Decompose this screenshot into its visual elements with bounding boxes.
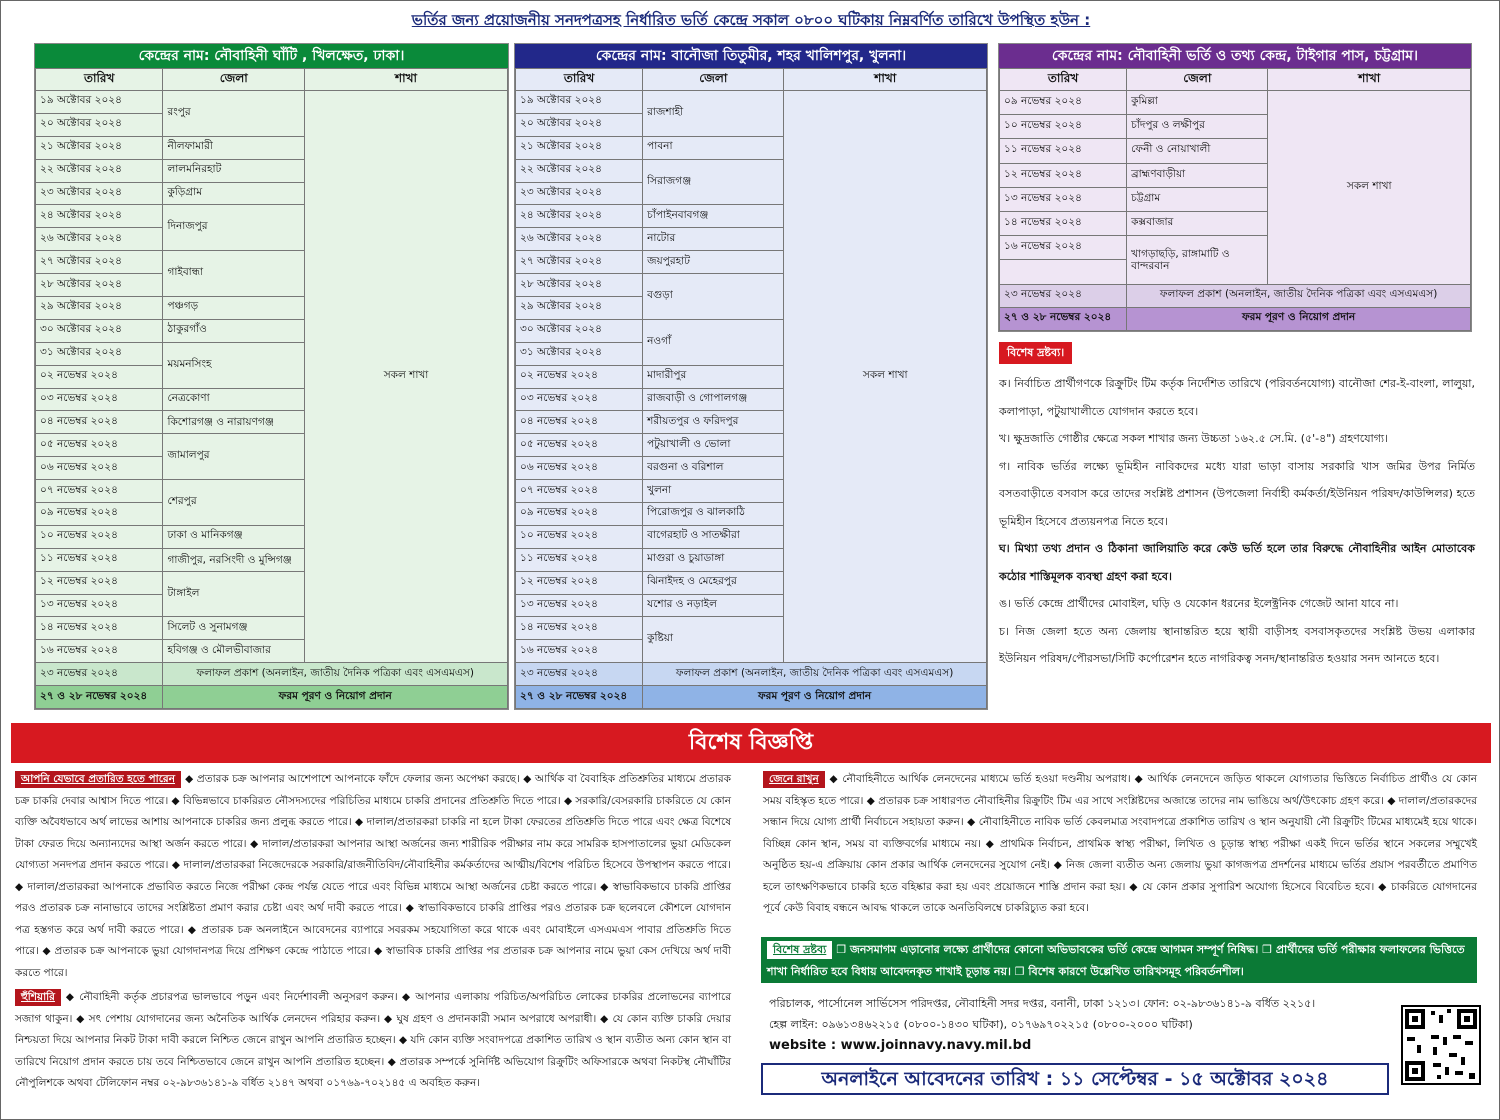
green-notice-text: ❒ জনসমাগম এড়ানোর লক্ষ্যে প্রার্থীদের কোনো অভিভাবকের ভর্তি কেন্দ্রে আগমন সম্পূর্ণ নিষিদ্ধ। ❒ প্রার্থীদের ভর্তি পরীক্ষার ফলাফলের ভিত্তিতে শাখা নির্ধারিত হবে বিধায় আবেদনকৃত শাখাই চূড়ান্ত নয়। ❒ বিশেষ কারণে উল্লেখিত তারিখসমূহ পরিবর্তনশীল।: [767, 943, 1465, 978]
schedule-district: ঝিনাইদহ ও মেহেরপুর: [643, 571, 784, 594]
schedule-date: ১৬ নভেম্বর ২০২৪: [36, 640, 163, 663]
center-title: কেন্দ্রের নাম: নৌবাহিনী ভর্তি ও তথ্য কেন্দ্র, টাইগার পাস, চট্টগ্রাম।: [999, 44, 1471, 68]
schedule-district: রংপুর: [163, 91, 305, 137]
dhaka-center-schedule: [34, 43, 509, 710]
schedule-district: জামালপুর: [163, 434, 305, 480]
website-link[interactable]: website : www.joinnavy.navy.mil.bd: [769, 1038, 1032, 1053]
fraud-methods-label: আপনি যেভাবে প্রতারিত হতে পারেন: [15, 771, 181, 788]
schedule-district: ঠাকুরগাঁও: [163, 319, 305, 342]
schedule-district: পাবনা: [643, 136, 784, 159]
schedule-date: ২২ অক্টোবর ২০২৪: [516, 159, 643, 182]
schedule-date: ২৯ অক্টোবর ২০২৪: [36, 297, 163, 320]
schedule-date: ২৪ অক্টোবর ২০২৪: [36, 205, 163, 228]
special-notes-label: বিশেষ দ্রষ্টব্য।: [999, 342, 1072, 364]
form-fillup-date: ২৭ ও ২৮ নভেম্বর ২০২৪: [1000, 307, 1127, 330]
schedule-district: মাগুরা ও চুয়াডাঙ্গা: [643, 548, 784, 571]
column-header-date: তারিখ: [516, 69, 643, 91]
schedule-date: ১০ নভেম্বর ২০২৪: [516, 525, 643, 548]
schedule-district: গাজীপুর, নরসিংদী ও মুন্সিগঞ্জ: [163, 548, 305, 571]
note-item: ঙ। ভর্তি কেন্দ্রে প্রার্থীদের মোবাইল, ঘড়ি ও যেকোন ধরনের ইলেক্ট্রনিক গেজেট আনা যাবে না।: [999, 597, 1399, 610]
schedule-date: ১৩ নভেম্বর ২০২৪: [516, 594, 643, 617]
green-special-notice: [761, 937, 1477, 983]
schedule-district: বরগুনা ও বরিশাল: [643, 457, 784, 480]
schedule-date: ০৪ নভেম্বর ২০২৪: [36, 411, 163, 434]
schedule-district: হবিগঞ্জ ও মৌলভীবাজার: [163, 640, 305, 663]
schedule-date: ২৬ অক্টোবর ২০২৪: [36, 228, 163, 251]
schedule-date: ৩০ অক্টোবর ২০২৪: [516, 319, 643, 342]
qr-code-icon: [1401, 1005, 1481, 1085]
column-header-date: তারিখ: [1000, 69, 1127, 91]
schedule-district: টাঙ্গাইল: [163, 571, 305, 617]
column-header-district: জেলা: [1127, 69, 1268, 91]
schedule-date: ০৯ নভেম্বর ২০২৪: [1000, 91, 1127, 115]
schedule-date: ২৬ অক্টোবর ২০২৪: [516, 228, 643, 251]
warning-text: ◆ নৌবাহিনী কর্তৃক প্রচারপত্র ভালভাবে পড়ুন এবং নির্দেশাবলী অনুসরণ করুন। ◆ আপনার এলাকায় পরিচিত/অপরিচিত লোকের চাকরির প্রলোভনের ব্যাপারে সজাগ থাকুন। ◆ সৎ পেশায় যোগদানের জন্য অনৈতিক আর্থিক লেনদেন পরিহার করুন। ◆ ঘুষ গ্রহণ ও প্রদানকারী সমান অপরাধে অপরাধী। ◆ যে কোন ব্যক্তি চাকরি দেয়ার নিশ্চয়তা দিয়ে আপনার নিকট টাকা দাবী করলে নিশ্চিত জেনে রাখুন আপনি প্রতারিত হচ্ছেন। ◆ যদি কোন ব্যক্তি সংবাদপত্রে প্রকাশিত তারিখ ও স্থান ব্যতীত অন্য কোন স্থান বা তারিখে নিয়োগ প্রদান করতে চায় তবে নিশ্চিতভাবে জেনে রাখুন আপনি প্রতারিত হচ্ছেন। ◆ প্রতারক সম্পর্কে সুনির্দিষ্ট অভিযোগ রিক্রুটিং অফিসারকে অথবা নিকটস্থ নৌঘাঁটির নৌপুলিশকে অথবা টেলিফোন নম্বর ০২-৯৮৩৬১৪১-৯ বর্ধিত ২১৪৭ অথবা ০১৭৬৯-৭০২১৪৫ এ অবহিত করুন।: [15, 991, 731, 1089]
result-announcement: ফলাফল প্রকাশ (অনলাইন, জাতীয় দৈনিক পত্রিকা এবং এসএমএস): [643, 663, 987, 686]
schedule-date: ১৩ নভেম্বর ২০২৪: [1000, 187, 1127, 211]
schedule-district: খুলনা: [643, 480, 784, 503]
table-row: [1000, 91, 1471, 115]
all-branches-cell: সকল শাখা: [305, 91, 508, 663]
schedule-date: ০৭ নভেম্বর ২০২৪: [36, 480, 163, 503]
schedule-date: ০৬ নভেম্বর ২০২৪: [36, 457, 163, 480]
schedule-date: ২৪ অক্টোবর ২০২৪: [516, 205, 643, 228]
result-date: ২৩ নভেম্বর ২০২৪: [516, 663, 643, 686]
schedule-date: ১৬ নভেম্বর ২০২৪: [516, 640, 643, 663]
schedule-date: ০২ নভেম্বর ২০২৪: [516, 365, 643, 388]
column-header-branch: শাখা: [784, 69, 987, 91]
schedule-date: ০৯ নভেম্বর ২০২৪: [36, 503, 163, 526]
schedule-date: ০৫ নভেম্বর ২০২৪: [516, 434, 643, 457]
all-branches-cell: সকল শাখা: [1268, 91, 1471, 285]
schedule-date: ৩০ অক্টোবর ২০২৪: [36, 319, 163, 342]
schedule-date: ১৯ অক্টোবর ২০২৪: [516, 91, 643, 114]
schedule-district: নাটোর: [643, 228, 784, 251]
table-row: [36, 91, 508, 114]
form-fillup-appointment: ফরম পূরণ ও নিয়োগ প্রদান: [643, 686, 987, 709]
result-announcement: ফলাফল প্রকাশ (অনলাইন, জাতীয় দৈনিক পত্রিকা এবং এসএমএস): [1127, 284, 1471, 307]
form-fillup-appointment: ফরম পূরণ ও নিয়োগ প্রদান: [1127, 307, 1471, 330]
center-title: কেন্দ্রের নাম: বানৌজা তিতুমীর, শহর খালিশপুর, খুলনা।: [515, 44, 987, 68]
online-application-dates: অনলাইনে আবেদনের তারিখ : ১১ সেপ্টেম্বর - ১৫ অক্টোবর ২০২৪: [761, 1063, 1389, 1095]
schedule-date: ১২ নভেম্বর ২০২৪: [516, 571, 643, 594]
contact-info: [769, 993, 1399, 1056]
schedule-date: ২৮ অক্টোবর ২০২৪: [516, 274, 643, 297]
schedule-district: সিলেট ও সুনামগঞ্জ: [163, 617, 305, 640]
result-announcement: ফলাফল প্রকাশ (অনলাইন, জাতীয় দৈনিক পত্রিকা এবং এসএমএস): [163, 663, 508, 686]
attendance-headline: ভর্তির জন্য প্রয়োজনীয় সনদপত্রসহ নির্ধারিত ভর্তি কেন্দ্রে সকাল ০৮০০ ঘটিকায় নিম্নবর্ণিত তারিখে উপস্থিত হউন :: [411, 11, 1091, 29]
schedule-district: গাইবান্ধা: [163, 251, 305, 297]
column-header-district: জেলা: [643, 69, 784, 91]
form-fillup-appointment: ফরম পূরণ ও নিয়োগ প্রদান: [163, 686, 508, 709]
schedule-date: ১১ নভেম্বর ২০২৪: [1000, 139, 1127, 163]
result-date: ২৩ নভেম্বর ২০২৪: [1000, 284, 1127, 307]
schedule-district: কুষ্টিয়া: [643, 617, 784, 663]
schedule-date: ৩১ অক্টোবর ২০২৪: [36, 342, 163, 365]
note-item: চ। নিজ জেলা হতে অন্য জেলায় স্থানান্তরিত হয়ে স্থায়ী বাড়ীসহ বসবাসকৃতদের সংশ্লিষ্ট উভয় এলাকার ইউনিয়ন পরিষদ/পৌরসভা/সিটি কর্পোরেশন হতে নাগরিকত্ব সনদ/স্থানান্তরিত হওয়ার সনদ আনতে হবে।: [999, 624, 1475, 665]
schedule-district: কুমিল্লা: [1127, 91, 1268, 115]
green-notice-label: বিশেষ দ্রষ্টব্য: [767, 941, 832, 959]
schedule-district: ব্রাহ্মণবাড়ীয়া: [1127, 163, 1268, 187]
note-item: ক। নির্বাচিত প্রার্থীগণকে রিক্রুটিং টিম কর্তৃক নির্দেশিত তারিখে (পরিবর্তনযোগ্য) বানৌজা শের-ই-বাংলা, লালুয়া, কলাপাড়া, পটুয়াখালীতে যোগদান করতে হবে।: [999, 377, 1475, 418]
schedule-date: ২৮ অক্টোবর ২০২৪: [36, 274, 163, 297]
schedule-district: মাদারীপুর: [643, 365, 784, 388]
schedule-date: ২১ অক্টোবর ২০২৪: [516, 136, 643, 159]
schedule-date: ২০ অক্টোবর ২০২৪: [36, 113, 163, 136]
schedule-date: ১১ নভেম্বর ২০২৪: [36, 548, 163, 571]
schedule-date: ১২ নভেম্বর ২০২৪: [36, 571, 163, 594]
column-header-branch: শাখা: [305, 69, 508, 91]
schedule-district: চাঁদপুর ও লক্ষীপুর: [1127, 115, 1268, 139]
schedule-date: ০৩ নভেম্বর ২০২৪: [516, 388, 643, 411]
form-fillup-date: ২৭ ও ২৮ নভেম্বর ২০২৪: [516, 686, 643, 709]
warning-label: হুঁশিয়ারি: [15, 989, 61, 1006]
know-section: [763, 769, 1477, 920]
schedule-date: ২৯ অক্টোবর ২০২৪: [516, 297, 643, 320]
schedule-district: রাজবাড়ী ও গোপালগঞ্জ: [643, 388, 784, 411]
helpline: হেল্প লাইন: ০৯৬১৩৪৬২২১৫ (০৮০০-১৪৩০ ঘটিকা), ০১৭৬৯৭০২২১৫ (০৮০০-২০০০ ঘটিকা): [769, 1018, 1193, 1031]
schedule-district: রাজশাহী: [643, 91, 784, 137]
schedule-date: ০৯ নভেম্বর ২০২৪: [516, 503, 643, 526]
schedule-date: ১০ নভেম্বর ২০২৪: [36, 525, 163, 548]
schedule-date: ১৬ নভেম্বর ২০২৪: [1000, 236, 1127, 260]
schedule-district: যশোর ও নড়াইল: [643, 594, 784, 617]
schedule-date: ১২ নভেম্বর ২০২৪: [1000, 163, 1127, 187]
schedule-date: ১৪ নভেম্বর ২০২৪: [1000, 211, 1127, 235]
schedule-date: ১৩ নভেম্বর ২০২৪: [36, 594, 163, 617]
schedule-date: ২৩ অক্টোবর ২০২৪: [516, 182, 643, 205]
all-branches-cell: সকল শাখা: [784, 91, 987, 663]
schedule-date: ১১ নভেম্বর ২০২৪: [516, 548, 643, 571]
schedule-date: ২৩ অক্টোবর ২০২৪: [36, 182, 163, 205]
column-header-date: তারিখ: [36, 69, 163, 91]
schedule-district: পঞ্চগড়: [163, 297, 305, 320]
form-fillup-date: ২৭ ও ২৮ নভেম্বর ২০২৪: [36, 686, 163, 709]
know-text: ◆ নৌবাহিনীতে আর্থিক লেনদেনের মাধ্যমে ভর্তি হওয়া দণ্ডনীয় অপরাধ। ◆ আর্থিক লেনদেনে জড়িত থাকলে যোগ্যতার ভিত্তিতে নির্বাচিত প্রার্থীও যে কোন সময় বহিস্কৃত হতে পারে। ◆ প্রতারক চক্র সাধারণত নৌবাহিনীর রিক্রুটিং টিম এর সাথে সংশ্লিষ্টদের অজান্তে তাদের নাম ভাঙিয়ে অর্থ/উৎকোচ গ্রহণ করে। ◆ দালাল/প্রতারকদের সন্ধান দিয়ে যোগ্য প্রার্থী নির্বাচনে সহায়তা করুন। ◆ নৌবাহিনীতে নাবিক ভর্তি কেবলমাত্র সংবাদপত্রে প্রকাশিত তারিখ ও স্থান অনুযায়ী নৌ রিক্রুটিং টিমের মাধ্যমেই হয়ে থাকে। বিচ্ছিন্ন কোন স্থান, সময় বা ব্যক্তিবর্গের মাধ্যমে নয়। ◆ প্রাথমিক নির্বাচন, প্রাথমিক স্বাস্থ্য পরীক্ষা, লিখিত ও চূড়ান্ত স্বাস্থ্য পরীক্ষা একই দিনে ভর্তির স্থানে সকলের সম্মুখেই অনুষ্ঠিত হয়-এ প্রক্রিয়ায় কোন প্রকার আর্থিক লেনদেনের সুযোগ নেই। ◆ নিজ জেলা ব্যতীত অন্য জেলায় ভুয়া কাগজপত্র প্রদর্শনের মাধ্যমে ভর্তির প্রয়াস পরবর্তীতে প্রমাণিত হলে তাৎক্ষণিকভাবে চাকরি হতে বহিষ্কার করা হয় এবং প্রয়োজনে শাস্তি প্রদান করা হয়। ◆ যে কোন প্রকার সুপারিশ অযোগ্য হিসেবে বিবেচিত হবে। ◆ চাকরিতে যোগদানের পূর্বে কেউ বিবাহ বন্ধনে আবদ্ধ থাকলে তাকে অনতিবিলম্বে চাকরিচ্যুত করা হবে।: [763, 773, 1477, 914]
schedule-district: লালমনিরহাট: [163, 159, 305, 182]
schedule-district: পটুয়াখালী ও ভোলা: [643, 434, 784, 457]
schedule-district: ফেনী ও নোয়াখালী: [1127, 139, 1268, 163]
schedule-district: ঢাকা ও মানিকগঞ্জ: [163, 525, 305, 548]
warning-section: [15, 987, 731, 1095]
schedule-date: ১৪ নভেম্বর ২০২৪: [36, 617, 163, 640]
schedule-district: চাঁপাইনবাবগঞ্জ: [643, 205, 784, 228]
schedule-date: ০৫ নভেম্বর ২০২৪: [36, 434, 163, 457]
column-header-district: জেলা: [163, 69, 305, 91]
note-item: গ। নাবিক ভর্তির লক্ষ্যে ভূমিহীন নাবিকদের মধ্যে যারা ভাড়া বাসায় সরকারি খাস জমির উপর নির্মিত বসতবাড়ীতে বসবাস করে তাদের সংশ্লিষ্ট প্রশাসন (উপজেলা নির্বাহী কর্মকর্তা/ইউনিয়ন পরিষদ/কাউন্সিলর) হতে ভূমিহীন হিসেবে প্রত্যয়নপত্র নিতে হবে।: [999, 459, 1475, 528]
schedule-district: পিরোজপুর ও ঝালকাঠি: [643, 503, 784, 526]
schedule-date: ১৪ নভেম্বর ২০২৪: [516, 617, 643, 640]
schedule-date: ২০ অক্টোবর ২০২৪: [516, 113, 643, 136]
schedule-district: চট্টগ্রাম: [1127, 187, 1268, 211]
table-row: [516, 91, 987, 114]
schedule-date: ০৭ নভেম্বর ২০২৪: [516, 480, 643, 503]
schedule-district: বগুড়া: [643, 274, 784, 320]
schedule-date: ২২ অক্টোবর ২০২৪: [36, 159, 163, 182]
schedule-district: দিনাজপুর: [163, 205, 305, 251]
schedule-date: ৩১ অক্টোবর ২০২৪: [516, 342, 643, 365]
result-date: ২৩ নভেম্বর ২০২৪: [36, 663, 163, 686]
khulna-center-schedule: [514, 43, 988, 710]
schedule-district: বাগেরহাট ও সাতক্ষীরা: [643, 525, 784, 548]
schedule-date: ২৭ অক্টোবর ২০২৪: [516, 251, 643, 274]
schedule-district: নীলফামারী: [163, 136, 305, 159]
special-notes: [999, 339, 1475, 673]
schedule-district: জয়পুরহাট: [643, 251, 784, 274]
schedule-date: ০২ নভেম্বর ২০২৪: [36, 365, 163, 388]
schedule-district: সিরাজগঞ্জ: [643, 159, 784, 205]
schedule-date: ১৯ অক্টোবর ২০২৪: [36, 91, 163, 114]
contact-address: পরিচালক, পার্সোনেল সার্ভিসেস পরিদপ্তর, নৌবাহিনী সদর দপ্তর, বনানী, ঢাকা ১২১৩। ফোন: ০২-৯৮৩৬১৪১-৯ বর্ধিত ২২১৫।: [769, 997, 1316, 1010]
schedule-district: কুড়িগ্রাম: [163, 182, 305, 205]
schedule-date: ০৪ নভেম্বর ২০২৪: [516, 411, 643, 434]
center-title: কেন্দ্রের নাম: নৌবাহিনী ঘাঁটি , খিলক্ষেত, ঢাকা।: [35, 44, 508, 68]
fraud-methods-section: [15, 769, 731, 984]
schedule-district: ময়মনসিংহ: [163, 342, 305, 388]
schedule-district: নেত্রকোণা: [163, 388, 305, 411]
schedule-date: [1000, 260, 1127, 284]
schedule-date: ০৬ নভেম্বর ২০২৪: [516, 457, 643, 480]
schedule-date: ১০ নভেম্বর ২০২৪: [1000, 115, 1127, 139]
note-item: ঘ। মিথ্যা তথ্য প্রদান ও ঠিকানা জালিয়াতি করে কেউ ভর্তি হলে তার বিরুদ্ধে নৌবাহিনীর আইন মোতাবেক কঠোর শাস্তিমূলক ব্যবস্থা গ্রহণ করা হবে।: [999, 542, 1475, 583]
schedule-district: নওগাঁ: [643, 319, 784, 365]
schedule-district: খাগড়াছড়ি, রাঙ্গামাটি ও বান্দরবান: [1127, 236, 1268, 284]
schedule-district: কিশোরগঞ্জ ও নারায়ণগঞ্জ: [163, 411, 305, 434]
special-announcement-banner: বিশেষ বিজ্ঞপ্তি: [11, 723, 1491, 763]
fraud-methods-text: ◆ প্রতারক চক্র আপনার আশেপাশে আপনাকে ফাঁদে ফেলার জন্য অপেক্ষা করছে। ◆ আর্থিক বা বৈবাহিক প্রতিশ্রুতির মাধ্যমে প্রতারক চক্র চাকরি দেবার আশ্বাস দিতে পারে। ◆ বিভিন্নভাবে চাকরিরত নৌসদস্যদের পরিচিতির মাধ্যমে চাকরি প্রদানের প্রতিশ্রুতি দিতে পারে। ◆ সরকারি/বেসরকারি চাকরিতে যে কোন ব্যক্তি অবৈধভাবে অর্থ লাভের আশায় আপনাকে চাকরির জন্য প্রলুব্ধ করতে পারে। ◆ দালাল/প্রতারকরা চাকরি না হলে টাকা ফেরতের প্রতিশ্রুতি দিতে পারে এবং ক্ষেত্র বিশেষে টাকা ফেরত দিয়ে অন্যান্যদের আস্থা অর্জন করতে পারে। ◆ দালাল/প্রতারকরা আপনার আস্থা অর্জনের জন্য শারীরিক পরীক্ষার নাম করে সামরিক হাসপাতালের ভুয়া মেডিকেল যোগ্যতা সনদপত্র প্রদান করতে পারে। ◆ দালাল/প্রতারকরা নিজেদেরকে সরকারি/রাজনীতিবিদ/নৌবাহিনীর কর্মকর্তাদের আত্মীয়/বিশেষ পরিচিত হিসেবে উপস্থাপন করতে পারে। ◆ দালাল/প্রতারকরা আপনাকে প্রভাবিত করতে নিজে পরীক্ষা কেন্দ্র পর্যন্ত যেতে পারে এবং বিভিন্ন মাধ্যমে আস্থা অর্জনের চেষ্টা করতে পারে। ◆ স্বাভাবিকভাবে চাকরি প্রাপ্তির পরও প্রতারক চক্র নানাভাবে তাদের সংশ্লিষ্টতা প্রমাণ করার চেষ্টা এবং অর্থ দাবী করতে পারে। ◆ স্বাভাবিকভাবে চাকরি প্রাপ্তির পরও প্রতারক চক্র ছলেবলে কৌশলে যোগদান পত্র হস্তগত করে অর্থ দাবী করতে পারে। ◆ প্রতারক চক্র অনলাইনে আবেদনের ব্যাপারে সবরকম সহযোগিতা করে থাকে এবং মোবাইলে এসএমএস পাবার প্রতিশ্রুতি দিতে পারে। ◆ প্রতারক চক্র আপনাকে ভুয়া যোগদানপত্র দিয়ে প্রশিক্ষণ কেন্দ্রে পাঠাতে পারে। ◆ স্বাভাবিক চাকরি প্রাপ্তির পর প্রতারক চক্র আপনার নামে ভুয়া কেস দেখিয়ে অর্থ দাবী করতে পারে।: [15, 773, 731, 979]
schedule-date: ০৩ নভেম্বর ২০২৪: [36, 388, 163, 411]
schedule-district: কক্সবাজার: [1127, 211, 1268, 235]
know-label: জেনে রাখুন: [763, 771, 825, 788]
column-header-branch: শাখা: [1268, 69, 1471, 91]
schedule-district: শেরপুর: [163, 480, 305, 526]
note-item: খ। ক্ষুদ্রজাতি গোষ্ঠীর ক্ষেত্রে সকল শাখার জন্য উচ্চতা ১৬২.৫ সে.মি. (৫'-৪") গ্রহণযোগ্য।: [999, 432, 1389, 445]
schedule-district: শরীয়তপুর ও ফরিদপুর: [643, 411, 784, 434]
schedule-date: ২৭ অক্টোবর ২০২৪: [36, 251, 163, 274]
schedule-date: ২১ অক্টোবর ২০২৪: [36, 136, 163, 159]
chattogram-center-schedule: [998, 43, 1472, 332]
